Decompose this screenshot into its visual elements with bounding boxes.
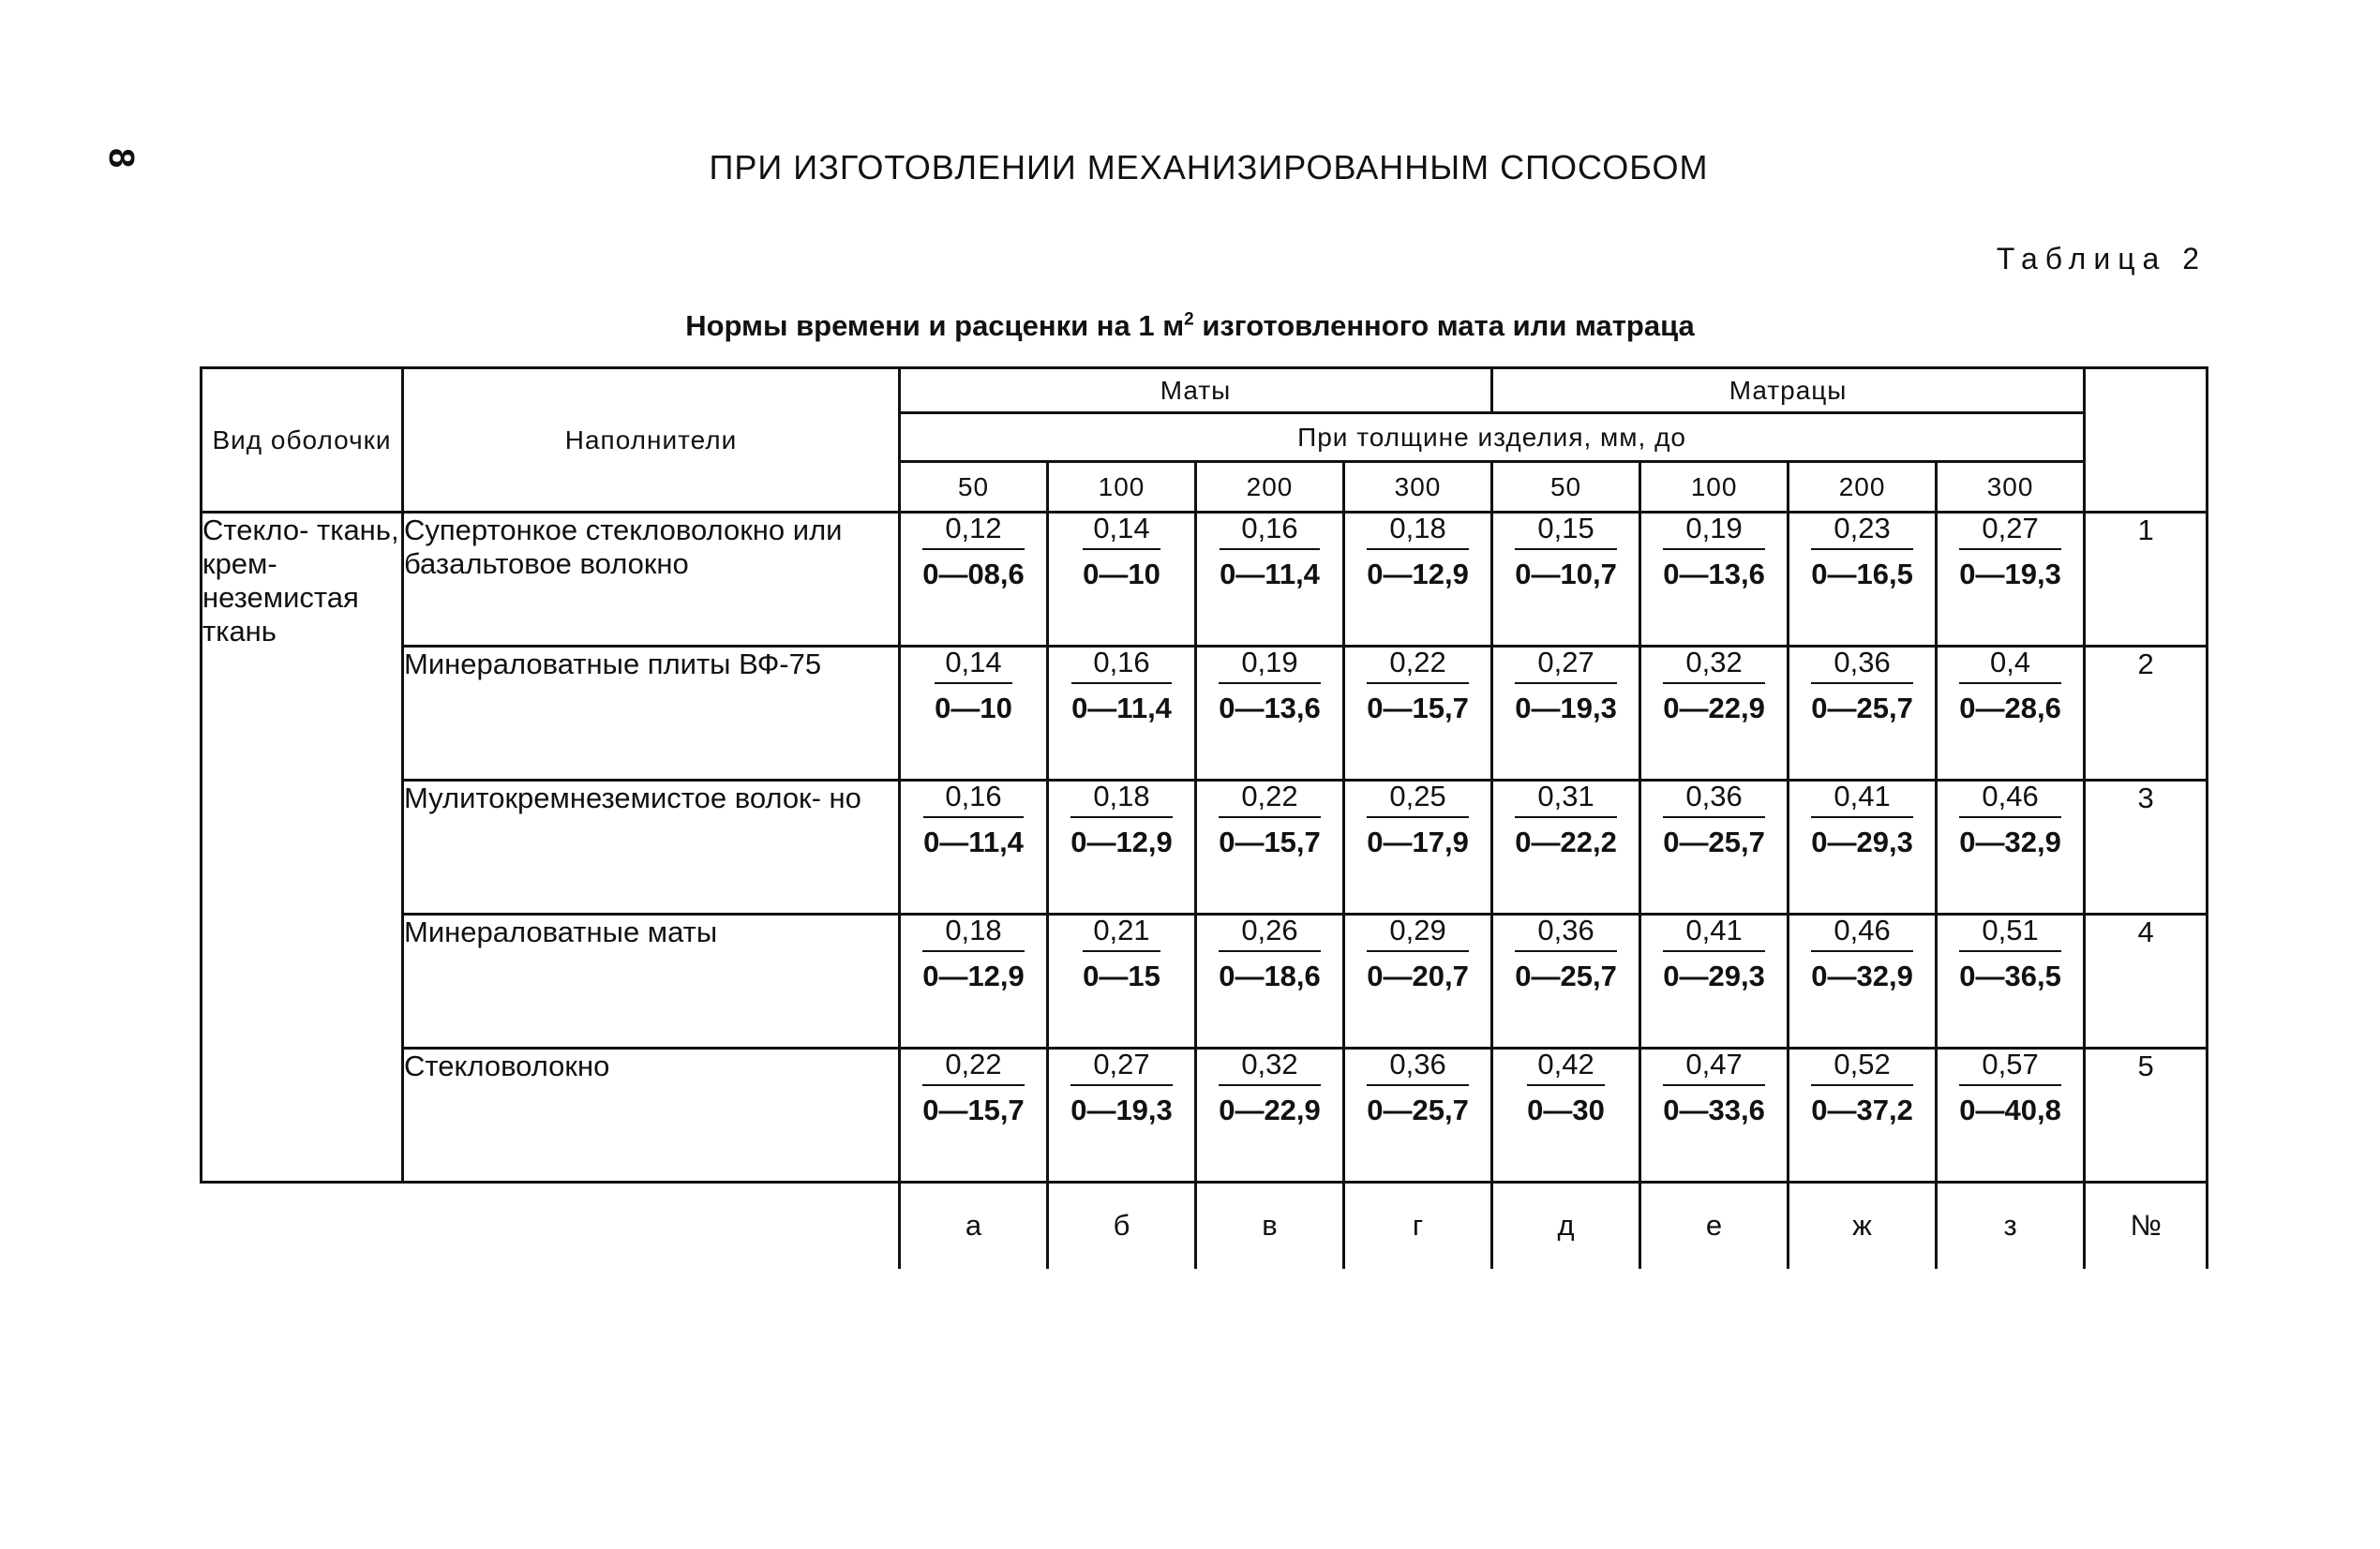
norm-fraction <box>1219 916 1321 990</box>
row-number: 3 <box>2085 781 2208 915</box>
norm-fraction <box>1811 1050 1913 1125</box>
time-norm: 0,51 <box>1959 916 2061 952</box>
norm-fraction <box>1663 1050 1765 1125</box>
time-norm: 0,36 <box>1367 1050 1469 1086</box>
norm-fraction <box>923 782 1024 856</box>
norm-fraction <box>1367 514 1469 588</box>
norm-fraction <box>1959 1050 2061 1125</box>
rate-value: 0—19,3 <box>1070 1094 1173 1126</box>
rate-value: 0—22,9 <box>1663 692 1765 724</box>
rate-value: 0—30 <box>1527 1094 1605 1126</box>
header-number-column <box>2085 368 2208 513</box>
column-letter: е <box>1640 1183 1789 1269</box>
value-cell <box>1937 513 2085 647</box>
norm-fraction <box>1071 648 1172 722</box>
norm-fraction <box>1083 916 1160 990</box>
column-letter: а <box>900 1183 1048 1269</box>
time-norm: 0,32 <box>1219 1050 1321 1086</box>
value-cell <box>1789 513 1937 647</box>
rate-value: 0—15 <box>1083 960 1160 992</box>
header-shell-type: Вид оболочки <box>202 368 403 513</box>
header-mattresses: Матрацы <box>1492 368 2085 413</box>
rate-value: 0—33,6 <box>1663 1094 1765 1126</box>
rate-value: 0—10 <box>1083 558 1160 590</box>
rate-value: 0—16,5 <box>1811 558 1913 590</box>
table-row <box>202 781 2208 915</box>
column-letter: з <box>1937 1183 2085 1269</box>
time-norm: 0,52 <box>1811 1050 1913 1086</box>
column-letter-row <box>202 1183 2208 1269</box>
time-norm: 0,15 <box>1515 514 1617 550</box>
value-cell <box>1937 915 2085 1049</box>
value-cell <box>1344 513 1492 647</box>
norm-fraction <box>1219 782 1321 856</box>
table-title-end: изготовленного мата или матраца <box>1193 309 1695 342</box>
rate-value: 0—32,9 <box>1959 826 2061 858</box>
norm-fraction <box>1527 1050 1605 1125</box>
rate-value: 0—18,6 <box>1219 960 1321 992</box>
norm-fraction <box>1663 782 1765 856</box>
table-title <box>0 309 2380 343</box>
norm-fraction <box>1959 514 2061 588</box>
rate-value: 0—29,3 <box>1663 960 1765 992</box>
column-letter: ж <box>1789 1183 1937 1269</box>
table-row <box>202 513 2208 647</box>
rate-value: 0—15,7 <box>922 1094 1025 1126</box>
rate-value: 0—15,7 <box>1367 692 1469 724</box>
row-number: 2 <box>2085 647 2208 781</box>
norm-fraction <box>1515 782 1617 856</box>
norm-fraction <box>1070 1050 1173 1125</box>
rate-value: 0—25,7 <box>1811 692 1913 724</box>
number-label: № <box>2085 1183 2208 1269</box>
time-norm: 0,27 <box>1515 648 1617 684</box>
filler-cell: Стекловолокно <box>403 1049 900 1183</box>
column-letter: б <box>1048 1183 1196 1269</box>
rate-value: 0—22,9 <box>1219 1094 1321 1126</box>
value-cell <box>1492 1049 1640 1183</box>
value-cell <box>900 513 1048 647</box>
rate-value: 0—10,7 <box>1515 558 1617 590</box>
value-cell <box>1196 513 1344 647</box>
value-cell <box>1196 647 1344 781</box>
value-cell <box>1640 647 1789 781</box>
rate-value: 0—29,3 <box>1811 826 1913 858</box>
header-thickness-value: 200 <box>1789 462 1937 513</box>
value-cell <box>1048 781 1196 915</box>
norm-fraction <box>1367 1050 1469 1125</box>
time-norm: 0,16 <box>1071 648 1172 684</box>
value-cell <box>1196 915 1344 1049</box>
value-cell <box>900 781 1048 915</box>
rate-value: 0—15,7 <box>1219 826 1321 858</box>
norm-fraction <box>922 514 1025 588</box>
norm-fraction <box>1220 514 1320 588</box>
rate-value: 0—25,7 <box>1663 826 1765 858</box>
filler-cell: Минераловатные маты <box>403 915 900 1049</box>
time-norm: 0,36 <box>1811 648 1913 684</box>
time-norm: 0,36 <box>1663 782 1765 818</box>
value-cell <box>1344 647 1492 781</box>
value-cell <box>1492 647 1640 781</box>
header-mats: Маты <box>900 368 1492 413</box>
time-norm: 0,12 <box>922 514 1025 550</box>
value-cell <box>1048 513 1196 647</box>
rate-value: 0—19,3 <box>1515 692 1617 724</box>
header-filler: Наполнители <box>403 368 900 513</box>
time-norm: 0,18 <box>922 916 1025 952</box>
rate-value: 0—17,9 <box>1367 826 1469 858</box>
norm-fraction <box>1367 782 1469 856</box>
rate-value: 0—25,7 <box>1515 960 1617 992</box>
norm-fraction <box>922 1050 1025 1125</box>
time-norm: 0,57 <box>1959 1050 2061 1086</box>
norm-fraction <box>1219 1050 1321 1125</box>
time-norm: 0,14 <box>935 648 1012 684</box>
time-norm: 0,18 <box>1070 782 1173 818</box>
rate-value: 0—12,9 <box>1367 558 1469 590</box>
time-norm: 0,32 <box>1663 648 1765 684</box>
value-cell <box>1492 513 1640 647</box>
value-cell <box>900 915 1048 1049</box>
column-letter: в <box>1196 1183 1344 1269</box>
norm-fraction <box>1959 648 2061 722</box>
rate-value: 0—11,4 <box>923 826 1024 858</box>
time-norm: 0,36 <box>1515 916 1617 952</box>
rate-value: 0—20,7 <box>1367 960 1469 992</box>
table-title-main: Нормы времени и расценки на 1 м <box>685 309 1185 342</box>
norm-fraction <box>1663 514 1765 588</box>
time-norm: 0,26 <box>1219 916 1321 952</box>
value-cell <box>1789 647 1937 781</box>
row-number: 1 <box>2085 513 2208 647</box>
norm-fraction <box>1959 916 2061 990</box>
value-cell <box>1344 915 1492 1049</box>
time-norm: 0,46 <box>1811 916 1913 952</box>
row-number: 5 <box>2085 1049 2208 1183</box>
time-norm: 0,19 <box>1219 648 1321 684</box>
norm-fraction <box>1811 648 1913 722</box>
norm-fraction <box>1367 648 1469 722</box>
value-cell <box>1196 1049 1344 1183</box>
header-thickness-value: 50 <box>900 462 1048 513</box>
time-norm: 0,46 <box>1959 782 2061 818</box>
norm-fraction <box>1083 514 1160 588</box>
time-norm: 0,22 <box>1367 648 1469 684</box>
filler-cell: Супертонкое стекловолокно или базальтовое волокно <box>403 513 900 647</box>
value-cell <box>1789 1049 1937 1183</box>
blank-cell <box>403 1183 900 1269</box>
rate-value: 0—12,9 <box>1070 826 1173 858</box>
value-cell <box>900 647 1048 781</box>
blank-cell <box>202 1183 403 1269</box>
column-letter: г <box>1344 1183 1492 1269</box>
rate-value: 0—11,4 <box>1071 692 1172 724</box>
time-norm: 0,22 <box>922 1050 1025 1086</box>
norm-fraction <box>1515 916 1617 990</box>
time-norm: 0,22 <box>1219 782 1321 818</box>
value-cell <box>1640 781 1789 915</box>
value-cell <box>1196 781 1344 915</box>
norm-fraction <box>1959 782 2061 856</box>
value-cell <box>1344 1049 1492 1183</box>
rate-value: 0—08,6 <box>922 558 1025 590</box>
header-thickness: При толщине изделия, мм, до <box>900 413 2085 462</box>
rate-value: 0—19,3 <box>1959 558 2061 590</box>
value-cell <box>1937 647 2085 781</box>
table-row <box>202 1049 2208 1183</box>
norm-fraction <box>922 916 1025 990</box>
table-row <box>202 647 2208 781</box>
norm-fraction <box>1663 648 1765 722</box>
time-norm: 0,41 <box>1663 916 1765 952</box>
time-norm: 0,18 <box>1367 514 1469 550</box>
time-norm: 0,47 <box>1663 1050 1765 1086</box>
time-norm: 0,4 <box>1959 648 2061 684</box>
time-norm: 0,27 <box>1070 1050 1173 1086</box>
rate-value: 0—25,7 <box>1367 1094 1469 1126</box>
norm-fraction <box>1811 782 1913 856</box>
time-norm: 0,16 <box>923 782 1024 818</box>
value-cell <box>1640 1049 1789 1183</box>
value-cell <box>1492 781 1640 915</box>
norm-fraction <box>1219 648 1321 722</box>
time-norm: 0,27 <box>1959 514 2061 550</box>
running-head: ПРИ ИЗГОТОВЛЕНИИ МЕХАНИЗИРОВАННЫМ СПОСОБОМ <box>709 148 1709 186</box>
value-cell <box>1344 781 1492 915</box>
value-cell <box>1937 1049 2085 1183</box>
rate-value: 0—10 <box>935 692 1012 724</box>
rate-value: 0—37,2 <box>1811 1094 1913 1126</box>
norm-fraction <box>1367 916 1469 990</box>
rate-value: 0—13,6 <box>1219 692 1321 724</box>
value-cell <box>1048 1049 1196 1183</box>
header-thickness-value: 300 <box>1937 462 2085 513</box>
rate-value: 0—36,5 <box>1959 960 2061 992</box>
header-thickness-value: 300 <box>1344 462 1492 513</box>
header-thickness-value: 200 <box>1196 462 1344 513</box>
time-norm: 0,41 <box>1811 782 1913 818</box>
value-cell <box>900 1049 1048 1183</box>
time-norm: 0,31 <box>1515 782 1617 818</box>
filler-cell: Минераловатные плиты ВФ-75 <box>403 647 900 781</box>
value-cell <box>1640 915 1789 1049</box>
header-thickness-value: 50 <box>1492 462 1640 513</box>
time-norm: 0,42 <box>1527 1050 1605 1086</box>
time-norm: 0,29 <box>1367 916 1469 952</box>
table-body <box>202 513 2208 1269</box>
time-norm: 0,16 <box>1220 514 1320 550</box>
rate-value: 0—22,2 <box>1515 826 1617 858</box>
value-cell <box>1937 781 2085 915</box>
shell-type-cell: Стекло- ткань, крем- неземистая ткань <box>202 513 403 1183</box>
rate-value: 0—40,8 <box>1959 1094 2061 1126</box>
norm-fraction <box>1811 514 1913 588</box>
rate-value: 0—12,9 <box>922 960 1025 992</box>
time-norm: 0,14 <box>1083 514 1160 550</box>
norm-fraction <box>1515 514 1617 588</box>
norm-fraction <box>1515 648 1617 722</box>
table-title-superscript: 2 <box>1184 309 1194 330</box>
filler-cell: Мулитокремнеземистое волок- но <box>403 781 900 915</box>
rate-value: 0—13,6 <box>1663 558 1765 590</box>
header-thickness-value: 100 <box>1048 462 1196 513</box>
norm-fraction <box>1811 916 1913 990</box>
time-norm: 0,21 <box>1083 916 1160 952</box>
page-number: 8 <box>101 148 141 169</box>
table-row <box>202 915 2208 1049</box>
value-cell <box>1640 513 1789 647</box>
value-cell <box>1492 915 1640 1049</box>
value-cell <box>1048 915 1196 1049</box>
time-norm: 0,25 <box>1367 782 1469 818</box>
rate-value: 0—11,4 <box>1220 558 1320 590</box>
time-norm: 0,19 <box>1663 514 1765 550</box>
header-thickness-value: 100 <box>1640 462 1789 513</box>
value-cell <box>1789 915 1937 1049</box>
norms-table <box>200 366 2208 1269</box>
table-label: Таблица 2 <box>1996 242 2207 276</box>
norm-fraction <box>935 648 1012 722</box>
time-norm: 0,23 <box>1811 514 1913 550</box>
rate-value: 0—28,6 <box>1959 692 2061 724</box>
value-cell <box>1789 781 1937 915</box>
rate-value: 0—32,9 <box>1811 960 1913 992</box>
value-cell <box>1048 647 1196 781</box>
column-letter: д <box>1492 1183 1640 1269</box>
norm-fraction <box>1070 782 1173 856</box>
row-number: 4 <box>2085 915 2208 1049</box>
norm-fraction <box>1663 916 1765 990</box>
